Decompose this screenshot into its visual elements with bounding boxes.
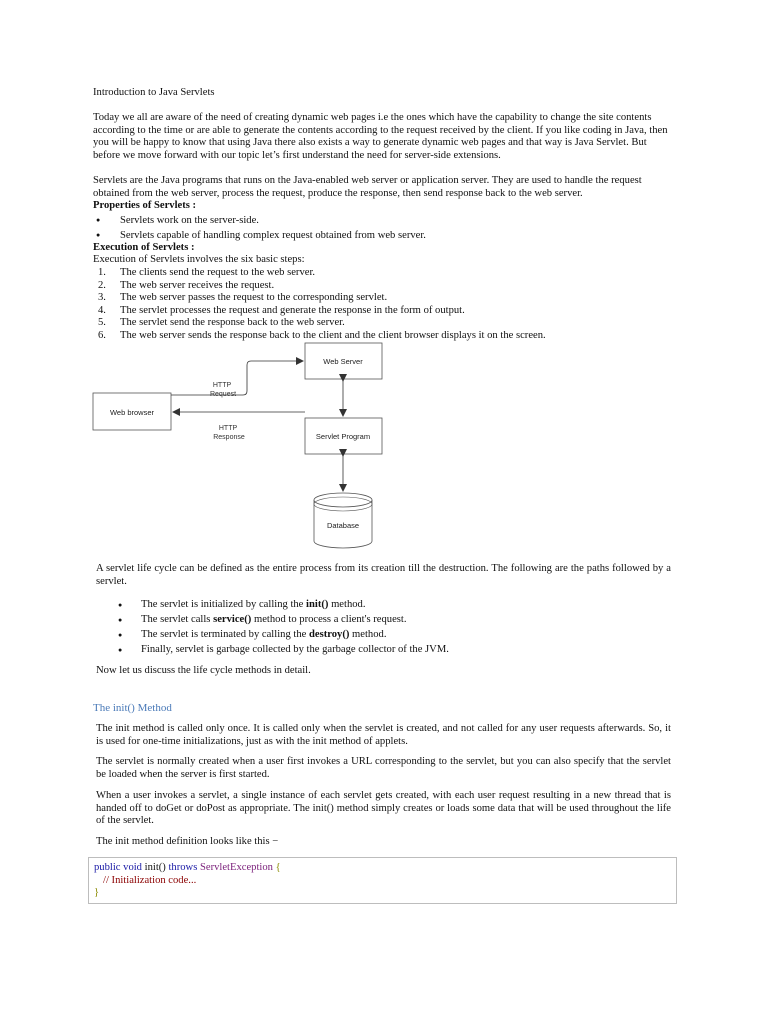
servlet-program-label: Servlet Program	[315, 432, 371, 441]
http-request-label: HTTP	[212, 382, 232, 389]
init-paragraph-2: The servlet is normally created when a user first invokes a URL corresponding to the servlet, but you can also specify that the servlet be loaded when the server is first started.	[96, 756, 671, 780]
list-item: 1. The clients send the request to the web server.	[98, 267, 316, 278]
http-response-label: HTTP	[218, 425, 238, 432]
init-method-heading: The init() Method	[93, 702, 172, 714]
page-title: Introduction to Java Servlets	[93, 87, 215, 98]
list-item: ● The servlet calls service() method to process a client's request.	[96, 612, 671, 627]
http-request-arrow	[171, 361, 303, 395]
database-node	[314, 493, 372, 548]
servlet-architecture-diagram	[90, 340, 410, 555]
web-server-label: Web Server	[323, 357, 363, 366]
lifecycle-intro: A servlet life cycle can be defined as the entire process from its creation till the destruction. The following are the paths followed by a servlet.	[96, 563, 671, 587]
init-paragraph-3: When a user invokes a servlet, a single instance of each servlet gets created, with each user request resulting in a new thread that is handed off to doGet or doPost as appropriate. The init() method simply creates or loads some data that will be used throughout the life of the servlet.	[96, 790, 671, 827]
web-browser-label: Web browser	[109, 408, 155, 417]
list-item: ● The servlet is initialized by calling the init() method.	[96, 597, 671, 612]
intro-paragraph: Today we all are aware of the need of creating dynamic web pages i.e the ones which have the capability to change the site contents according to the time or are able to generate the contents according to the request received by the client. If you like coding in Java, then you will be happy to know that using Java there also exists a way to generate dynamic web pages and that way is Java Servlet. But before we move forward with our topic let’s first understand the need for server-side extensions.	[93, 112, 668, 161]
http-request-label: Request	[209, 391, 237, 398]
code-line-3: }	[94, 887, 100, 899]
servlets-definition-paragraph: Servlets are the Java programs that runs on the Java-enabled web server or application server. They are used to handle the request obtained from the web server, process the request, produce the response, then send response back to the web server.	[93, 175, 642, 199]
database-label: Database	[326, 521, 360, 530]
web-server-node	[305, 343, 382, 379]
web-browser-node	[93, 393, 171, 430]
execution-steps	[93, 267, 676, 343]
list-item: ● Finally, servlet is garbage collected by the garbage collector of the JVM.	[96, 642, 671, 657]
code-block	[88, 857, 677, 904]
properties-heading: Properties of Servlets :	[93, 200, 197, 211]
init-paragraph-4: The init method definition looks like this −	[96, 836, 279, 847]
http-response-label: Response	[213, 434, 245, 441]
list-item: ● Servlets capable of handling complex request obtained from web server.	[93, 228, 676, 243]
servlet-program-node	[305, 418, 382, 454]
init-paragraph-1: The init method is called only once. It is called only when the servlet is created, and not called for any user requests afterwards. So, it is used for one-time initializations, just as with the init method of applets.	[96, 723, 671, 747]
list-item: 5. The servlet send the response back to the web server.	[98, 317, 345, 329]
list-item: 6. The web server sends the response back to the client and the client browser displays it on the screen.	[98, 329, 546, 341]
code-line-2: // Initialization code...	[103, 874, 197, 886]
execution-heading: Execution of Servlets :	[93, 242, 195, 253]
list-item: ● The servlet is terminated by calling the destroy() method.	[96, 627, 671, 642]
list-item: ● Servlets work on the server-side.	[93, 213, 676, 228]
list-item: 3. The web server passes the request to the corresponding servlet.	[98, 292, 388, 304]
discuss-text: Now let us discuss the life cycle methods in detail.	[96, 665, 311, 676]
list-item: 2. The web server receives the request.	[98, 279, 275, 291]
properties-list	[93, 213, 676, 243]
lifecycle-paths-list	[96, 597, 671, 657]
execution-intro: Execution of Servlets involves the six basic steps:	[93, 254, 305, 265]
list-item: 4. The servlet processes the request and generate the response in the form of output.	[98, 304, 465, 316]
code-line-1: public void init() throws ServletException {	[94, 862, 281, 873]
